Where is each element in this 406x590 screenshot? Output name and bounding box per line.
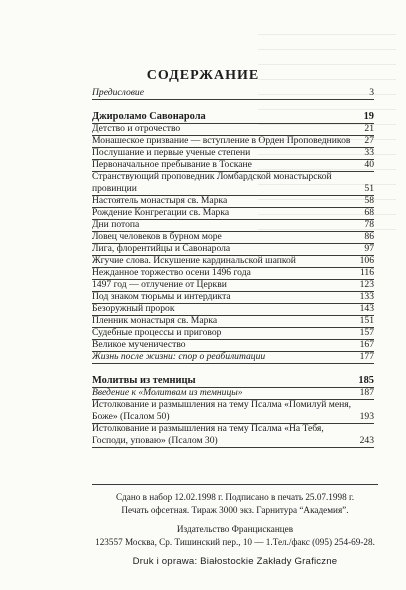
toc-entry-page: 187	[359, 387, 374, 398]
toc-entry-title: Нежданное торжество осени 1496 года	[92, 267, 251, 278]
toc-entry-title: Первоначальное пребывание в Тоскане	[92, 159, 252, 170]
toc-entry-title: 1497 год — отлучение от Церкви	[92, 279, 227, 290]
toc-entry-page: 58	[364, 195, 374, 206]
imprint-print-info: Печать офсетная. Тираж 3000 экз. Гарнитура “Академия”.	[121, 505, 349, 515]
toc-entry-title: Детство и отрочество	[92, 123, 181, 134]
toc-entry-title: Судебные процессы и приговор	[92, 327, 222, 338]
toc-entry-title: Истолкование и размышления на тему Псалма «Помилуй меня, Боже» (Псалом 50)	[92, 399, 352, 422]
imprint-print-dates: Сдано в набор 12.02.1998 г. Подписано в печать 25.07.1998 г.	[115, 492, 355, 502]
toc-entry	[92, 400, 374, 424]
toc-entry-page: 78	[364, 219, 374, 230]
toc-entry-title: Истолкование и размышления на тему Псалма «На Тебя, Господи, уповаю» (Псалом 30)	[92, 423, 324, 446]
table-of-contents	[92, 88, 374, 448]
toc-entry-title: Пленник монастыря св. Марка	[92, 315, 218, 326]
toc-entry-page: 243	[359, 435, 374, 446]
toc-entry-page: 116	[359, 267, 374, 278]
toc-entry-title: Введение к «Молитвам из темницы»	[92, 387, 243, 398]
toc-entry-title: Лига, флорентийцы и Савонарола	[92, 243, 231, 254]
toc-entry-page: 86	[364, 231, 374, 242]
imprint-address: 123557 Москва, Ср. Тишинский пер., 10 — 1.Тел./факс (095) 254-69-28.	[95, 537, 375, 547]
toc-entry-title: Дни потопа	[92, 219, 140, 230]
toc-entry-page: 19	[363, 111, 374, 122]
toc-entry-page: 21	[364, 123, 374, 134]
imprint-publisher: Издательство Францисканцев	[176, 524, 294, 534]
toc-entry-page: 68	[364, 207, 374, 218]
toc-entry-page: 40	[364, 159, 374, 170]
toc-entry	[92, 352, 374, 364]
toc-entry-page: 97	[364, 243, 374, 254]
toc-entry-page: 106	[359, 255, 374, 266]
toc-entry-title: Жизнь после жизни: спор о реабилитации	[92, 351, 266, 362]
toc-entry	[92, 424, 374, 448]
toc-entry-page: 27	[364, 135, 374, 146]
toc-entry-title: Монашеское призвание — вступление в Орден Проповедников	[92, 135, 351, 146]
toc-entry-page: 123	[359, 279, 374, 290]
toc-entry-title: Под знаком тюрьмы и интердикта	[92, 291, 231, 302]
toc-entry-title: Настоятель монастыря св. Марка	[92, 195, 228, 206]
toc-entry-page: 133	[359, 291, 374, 302]
toc-entry-title: Послушание и первые ученые степени	[92, 147, 251, 158]
toc-entry-page: 151	[359, 315, 374, 326]
toc-entry-page: 51	[364, 183, 374, 194]
toc-entry-page: 33	[364, 147, 374, 158]
toc-entry-title: Предисловие	[92, 87, 144, 98]
toc-entry-title: Ловец человеков в бурном море	[92, 231, 222, 242]
toc-entry-page: 143	[359, 303, 374, 314]
imprint-printer: Druk i oprawa: Białostockie Zakłady Graficzne	[132, 556, 338, 567]
toc-entry-title: Молитвы из темницы	[92, 375, 196, 386]
toc-entry	[92, 172, 374, 196]
toc-entry-page: 167	[359, 339, 374, 350]
toc-entry-page: 177	[359, 351, 374, 362]
toc-entry-page: 193	[359, 411, 374, 422]
toc-entry-page: 157	[359, 327, 374, 338]
page-title: СОДЕРЖАНИЕ	[146, 68, 260, 83]
toc-entry-title: Джироламо Савонарола	[92, 111, 206, 122]
toc-entry-page: 185	[358, 375, 374, 386]
toc-entry-title: Странствующий проповедник Ломбардской монастырской провинции	[92, 171, 332, 194]
toc-entry-page: 3	[369, 87, 374, 98]
toc-entry-title: Рождение Конгрегации св. Марка	[92, 207, 230, 218]
toc-entry-title: Жгучие слова. Искушение кардинальской шапкой	[92, 255, 296, 266]
imprint-divider	[92, 484, 378, 485]
toc-entry	[92, 88, 374, 100]
imprint	[70, 480, 400, 568]
toc-entry-title: Безоружный пророк	[92, 303, 175, 314]
toc-entry-title: Великое мученичество	[92, 339, 186, 350]
